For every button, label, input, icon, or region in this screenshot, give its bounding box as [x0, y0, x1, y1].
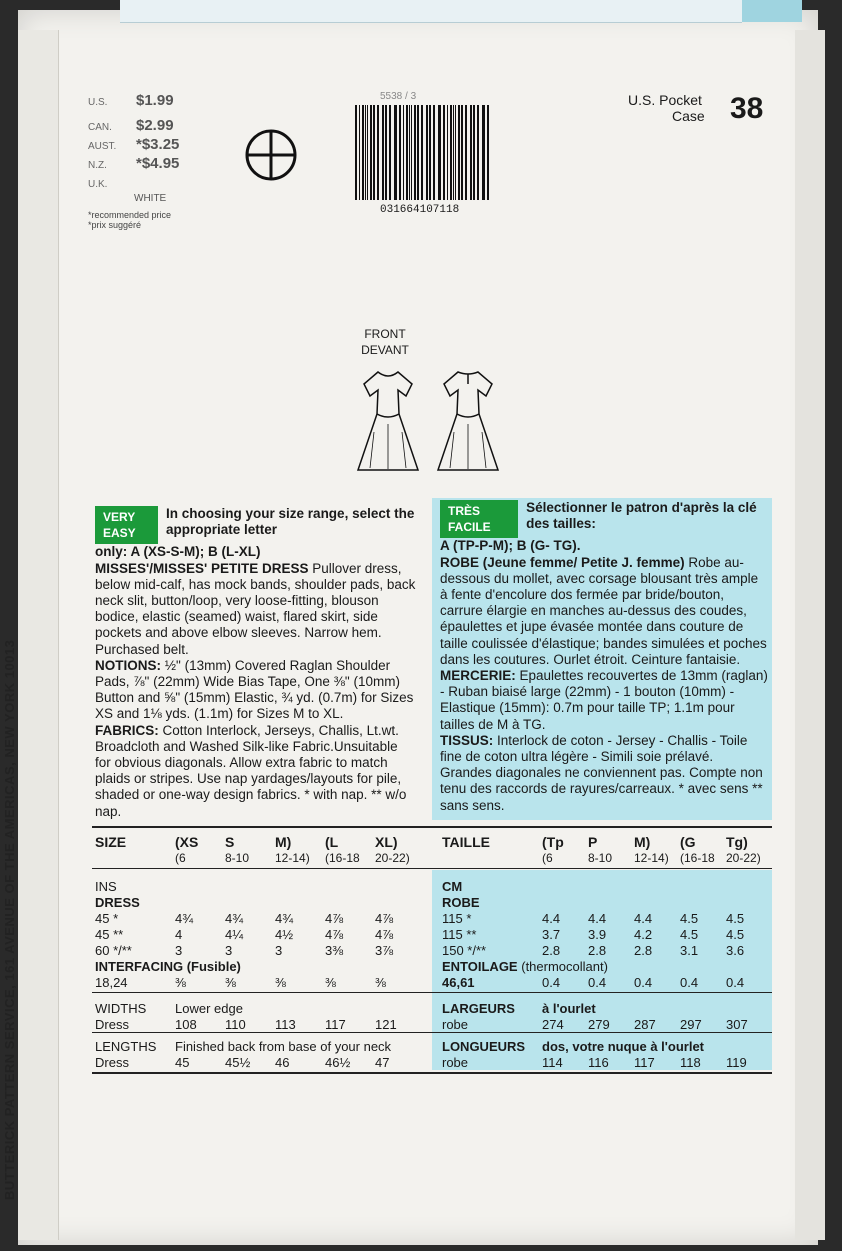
barcode-bar [443, 105, 445, 200]
table-row: 115 ** 3.7 3.9 4.2 4.5 4.5 [442, 926, 745, 942]
barcode-bar [482, 105, 485, 200]
barcode-bar [450, 105, 452, 200]
tres-facile-badge: TRÈS FACILE [440, 500, 518, 538]
barcode-bar [403, 105, 404, 200]
barcode-bar [433, 105, 435, 200]
barcode-bar [465, 105, 467, 200]
barcode-bar [373, 105, 375, 200]
barcode-bar [458, 105, 460, 200]
barcode-bar [406, 105, 408, 200]
barcode-bar [411, 105, 412, 200]
barcode-bar [417, 105, 419, 200]
barcode-bar [389, 105, 391, 200]
table-top-rule [92, 826, 772, 828]
dress-front-drawing [358, 372, 418, 470]
envelope-top-strip [120, 0, 742, 23]
spine-address: BUTTERICK PATTERN SERVICE, 161 AVENUE OF THE AMERICAS, NEW YORK 10013 [2, 639, 17, 1200]
barcode-bar [455, 105, 456, 200]
envelope-top-tab [742, 0, 802, 22]
english-only: only: A (XS-S-M); B (L-XL) [95, 544, 261, 560]
barcode-bar [447, 105, 448, 200]
english-lengths: LENGTHS Finished back from base of your neck Dress 45 45½ 46 46½ 47 [95, 1038, 425, 1070]
table-row: 115 * 4.4 4.4 4.4 4.5 4.5 [442, 910, 745, 926]
table-row: 18,24 ⅜ ⅜ ⅜ ⅜ ⅜ [95, 974, 386, 990]
barcode-bar [399, 105, 401, 200]
english-fabrics: FABRICS: Cotton Interlock, Jerseys, Challis, Lt.wt. Broadcloth and Washed Silk-like Fabric.Unsuitable for obvious diagonals. Allow extra fabric to match plaids or stripes. Use nap yardages/layouts for pile, shaded or one-way design fabrics. * with nap. ** w/o nap. [95, 722, 407, 819]
barcode-bar [429, 105, 431, 200]
price-us: U.S. $1.99 [88, 92, 174, 109]
barcode-bar [370, 105, 372, 200]
dress-illustration [350, 362, 510, 477]
barcode-bar [461, 105, 463, 200]
french-description [440, 500, 768, 814]
barcode-bar [438, 105, 441, 200]
english-intro: In choosing your size range, select the appropriate letter [166, 506, 415, 538]
price-uk: U.K.WHITE [88, 179, 167, 204]
table-row: robe 114 116 117 118 119 [442, 1054, 747, 1070]
barcode-bar [470, 105, 472, 200]
barcode-bar [394, 105, 397, 200]
envelope-right-edge [795, 30, 825, 1240]
table-bottom-rule [92, 1072, 772, 1074]
french-size-header: TAILLE (Tp P M) (G Tg) (6 8-10 12-14) (16-18 20-22) [442, 834, 761, 865]
english-description [95, 506, 417, 820]
table-row: 60 */** 3 3 3 3⅜ 3⅞ [95, 942, 394, 958]
price-nz: N.Z. *$4.95 [88, 155, 180, 172]
barcode-bar [414, 105, 416, 200]
price-can: CAN. $2.99 [88, 117, 174, 134]
barcode-bar [473, 105, 475, 200]
french-tissus: TISSUS: Interlock de coton - Jersey - Challis - Toile fine de coton ultra légère - Simili soie prélavé. Grandes diagonales ne conviennent pas. Compte non tenu des raccords de rayures/carreaux. * avec sens ** sans sens. [440, 732, 763, 813]
barcode-bar [382, 105, 384, 200]
dress-back-drawing [438, 372, 498, 470]
barcode-bar [365, 105, 366, 200]
barcode-bar [355, 105, 357, 200]
table-row: 46,61 0.4 0.4 0.4 0.4 0.4 [442, 974, 745, 990]
envelope-side-flap [18, 30, 59, 1240]
barcode-bar [377, 105, 379, 200]
barcode-bar [367, 105, 368, 200]
french-only: A (TP-P-M); B (G- TG). [440, 538, 581, 554]
barcode [353, 105, 493, 200]
french-longueurs: LONGUEURS dos, votre nuque à l'ourlet robe 114 116 117 118 119 [442, 1038, 770, 1070]
table-row: 45 ** 4 4¼ 4½ 4⅞ 4⅞ [95, 926, 394, 942]
barcode-bar [477, 105, 479, 200]
english-widths: WIDTHS Lower edge Dress 108 110 113 117 121 [95, 1000, 425, 1032]
price-note-fr: *prix suggéré [88, 220, 142, 230]
table-row: Dress 45 45½ 46 46½ 47 [95, 1054, 390, 1070]
french-mercerie: MERCERIE: Epaulettes recouvertes de 13mm (raglan) - Ruban biaisé large (22mm) - 1 bouton (10mm) - Elastique (15mm): 0.7m pour taille TP; 1.1m pour tailles de M à TG. [440, 668, 768, 732]
barcode-bar [385, 105, 387, 200]
french-robe-text: ROBE (Jeune femme/ Petite J. femme) Robe au-dessous du mollet, avec corsage blousant très ample à fente d'encolure dos fermée par bride/bouton, carrure élargie en manches au-dessus des coudes, épaulettes et jupe évasée montée dans couture de taille coulissée d'élastique; bandes simulées et poches dans les coutures. Ourlet étroit. Ceinture fantaisie. [440, 554, 767, 667]
barcode-number: 031664107118 [380, 204, 460, 216]
barcode-bar [487, 105, 489, 200]
english-notions: NOTIONS: ½" (13mm) Covered Raglan Shoulder Pads, ⅞" (22mm) Wide Bias Tape, One ⅜" (10mm) Button and ⅝" (15mm) Elastic, ¾ yd. (0.7m) for Sizes XS and 1⅛ yds. (1.1m) for Sizes M to XL. [95, 657, 414, 722]
barcode-top-text: 5538 / 3 [380, 91, 417, 102]
table-row: 45 * 4¾ 4¾ 4¾ 4⅞ 4⅞ [95, 910, 394, 926]
crosshair-icon [243, 127, 299, 183]
french-intro: Sélectionner le patron d'après la clé des tailles: [526, 500, 757, 532]
case-number: 38 [730, 92, 764, 125]
table-row: 150 */** 2.8 2.8 2.8 3.1 3.6 [442, 942, 745, 958]
french-largeurs: LARGEURS à l'ourlet robe 274 279 287 297 307 [442, 1000, 770, 1032]
table-row: robe 274 279 287 297 307 [442, 1016, 748, 1032]
barcode-bar [359, 105, 360, 200]
price-note-en: *recommended price [88, 210, 172, 220]
front-label: FRONT DEVANT [361, 327, 409, 357]
barcode-bar [409, 105, 410, 200]
english-size-table [95, 834, 425, 1070]
french-metrage: CM ROBE 115 * 4.4 4.4 4.4 4.5 4.5 115 ** 3.7 3.9 4.2 4.5 4.5 150 */** 2.8 2.8 2.8 3.1 3.6 ENTOILAGE (thermocollant) 46,61 0.4 0.4 0.4 0.4 0.4 [442, 878, 770, 990]
barcode-bar [421, 105, 423, 200]
barcode-bar [426, 105, 428, 200]
price-aust: AUST. *$3.25 [88, 136, 180, 153]
price-list [88, 92, 208, 230]
french-size-table [442, 834, 770, 1070]
table-row: Dress 108 110 113 117 121 [95, 1016, 397, 1032]
english-yardage: INS DRESS 45 * 4¾ 4¾ 4¾ 4⅞ 4⅞ 45 ** 4 4¼ 4½ 4⅞ 4⅞ 60 */** 3 3 3 3⅜ 3⅞ INTERFACING (Fusible) 18,24 ⅜ ⅜ ⅜ ⅜ ⅜ [95, 878, 425, 990]
english-dress-text: MISSES'/MISSES' PETITE DRESS Pullover dress, below mid-calf, has mock bands, shoulder pads, back neck slit, button/loop, very loose-fitting, blouson bodice, elastic (seamed) waist, flared skirt, side pockets and above elbow sleeves. Narrow hem. Purchased belt. [95, 560, 416, 657]
barcode-bar [453, 105, 454, 200]
english-size-header: SIZE (XS S M) (L XL) (6 8-10 12-14) (16-18 20-22) [95, 834, 410, 865]
very-easy-badge: VERY EASY [95, 506, 158, 544]
barcode-bar [362, 105, 364, 200]
case-label: U.S. Pocket Case [628, 92, 705, 124]
